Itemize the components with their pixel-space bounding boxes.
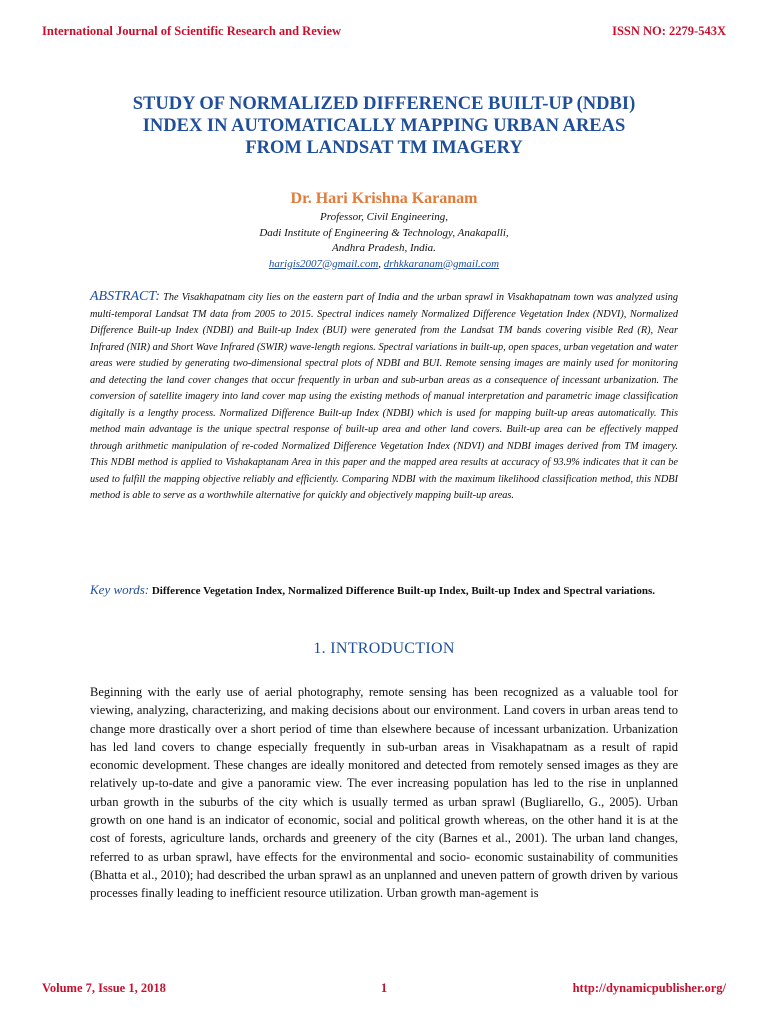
author-institute: Dadi Institute of Engineering & Technology, Anakapalli, <box>259 226 509 239</box>
title-line: FROM LANDSAT TM IMAGERY <box>245 138 523 158</box>
abstract-label: ABSTRACT: <box>90 289 161 304</box>
author-affiliation <box>0 210 768 272</box>
email-link-2[interactable]: drhkkaranam@gmail.com <box>383 257 500 270</box>
author-emails <box>0 257 768 273</box>
page-header <box>42 24 726 42</box>
publisher-url[interactable]: http://dynamicpublisher.org/ <box>572 981 726 995</box>
abstract-text: The Visakhapatnam city lies on the eastern part of India and the urban sprawl in Visakhapatnam town was analyzed using multi-temporal Landsat TM data from 2005 to 2015. Spectral indices namely Normalized Difference Vegetation Index (NDVI), Normalized Difference Built-up Index (NDBI) and Built-up Index (BUI) were generated from the Landsat TM bands covering visible Red (R), Near Infrared (NIR) and Short Wave Infrared (SWIR) wave-length regions. Spectral variations in built-up, open spaces, urban vegetation and water areas were studied by generating two-dimensional spectral plots of NDBI and BUI. Remote sensing images are mainly used for monitoring and detecting the land cover changes that occur frequently in urban and sub-urban areas as a consequence of incessant urbanization. The conversion of satellite imagery into land cover map using the existing methods of manual interpretation and parametric image classification digitally is a lengthy process. Normalized Difference Built-up Index (NDBI) which is used for mapping built-up areas automatically. This method main advantage is the unique spectral response of built-up area and other land covers. Built-up area can be effectively mapped through arithmetic manipulation of re-coded Normalized Difference Vegetation Index (NDVI) and NDBI images derived from TM imagery. This NDBI method is applied to Vishakaptanam Area in this paper and the mapped area results at accuracy of 93.9% indicates that it can be used to fulfill the mapping objective reliably and efficiently. Comparing NDBI with the maximum likelihood classification method, this NDBI method is able to serve as a worthwhile alternative for quickly and objectively mapping built-up areas. <box>90 292 678 501</box>
introduction-text: Beginning with the early use of aerial photography, remote sensing has been recognized as a valuable tool for viewing, analyzing, characterizing, and making decisions about our environment. Land covers in urban areas tend to change more drastically over a short period of time than elsewhere because of incessant urbanization. Urbanization has led land covers to change especially frequently in sub-urban areas in Visakhapatnam as a result of rapid economic development. These changes are ideally monitored and detected from remotely sensed images as they are relatively up-to-date and give a panoramic view. The ever increasing population has led to the rise in unplanned urban growth in the suburbs of the city which is usually termed as urban sprawl (Bugliarello, G., 2005). Urban growth on one hand is an indicator of economic, social and political growth whereas, on the other hand it is at the cost of forests, agriculture lands, orchards and greenery of the city (Barnes et al., 2001). The urban land changes, referred to as urban sprawl, have effects for the environmental and socio- economic sustainability of communities (Bhatta et al., 2010); had described the urban sprawl as an unplanned and uneven pattern of growth driven by various processes finally leading to inefficient resource utilization. Urban growth man-agement is <box>90 685 678 901</box>
email-link-1[interactable]: harigis2007@gmail.com <box>268 257 379 270</box>
title-line: STUDY OF NORMALIZED DIFFERENCE BUILT-UP (NDBI) <box>132 94 636 114</box>
volume-issue: Volume 7, Issue 1, 2018 <box>42 981 166 995</box>
page-number: 1 <box>380 981 388 995</box>
journal-name: International Journal of Scientific Research and Review <box>42 24 342 38</box>
title-line: INDEX IN AUTOMATICALLY MAPPING URBAN AREAS <box>142 116 626 136</box>
author-location: Andhra Pradesh, India. <box>332 242 436 254</box>
page-footer <box>42 981 726 999</box>
keywords <box>90 581 678 600</box>
author-name: Dr. Hari Krishna Karanam <box>290 190 478 207</box>
abstract <box>90 289 678 505</box>
issn-number: ISSN NO: 2279-543X <box>612 24 726 38</box>
keywords-label: Key words: <box>90 582 150 597</box>
author-position: Professor, Civil Engineering, <box>320 211 448 223</box>
email-separator: , <box>378 257 384 270</box>
section-heading-introduction: 1. INTRODUCTION <box>313 640 455 657</box>
paper-title <box>60 93 708 159</box>
keywords-text: Difference Vegetation Index, Normalized Difference Built-up Index, Built-up Index and Spectral variations. <box>149 585 656 597</box>
